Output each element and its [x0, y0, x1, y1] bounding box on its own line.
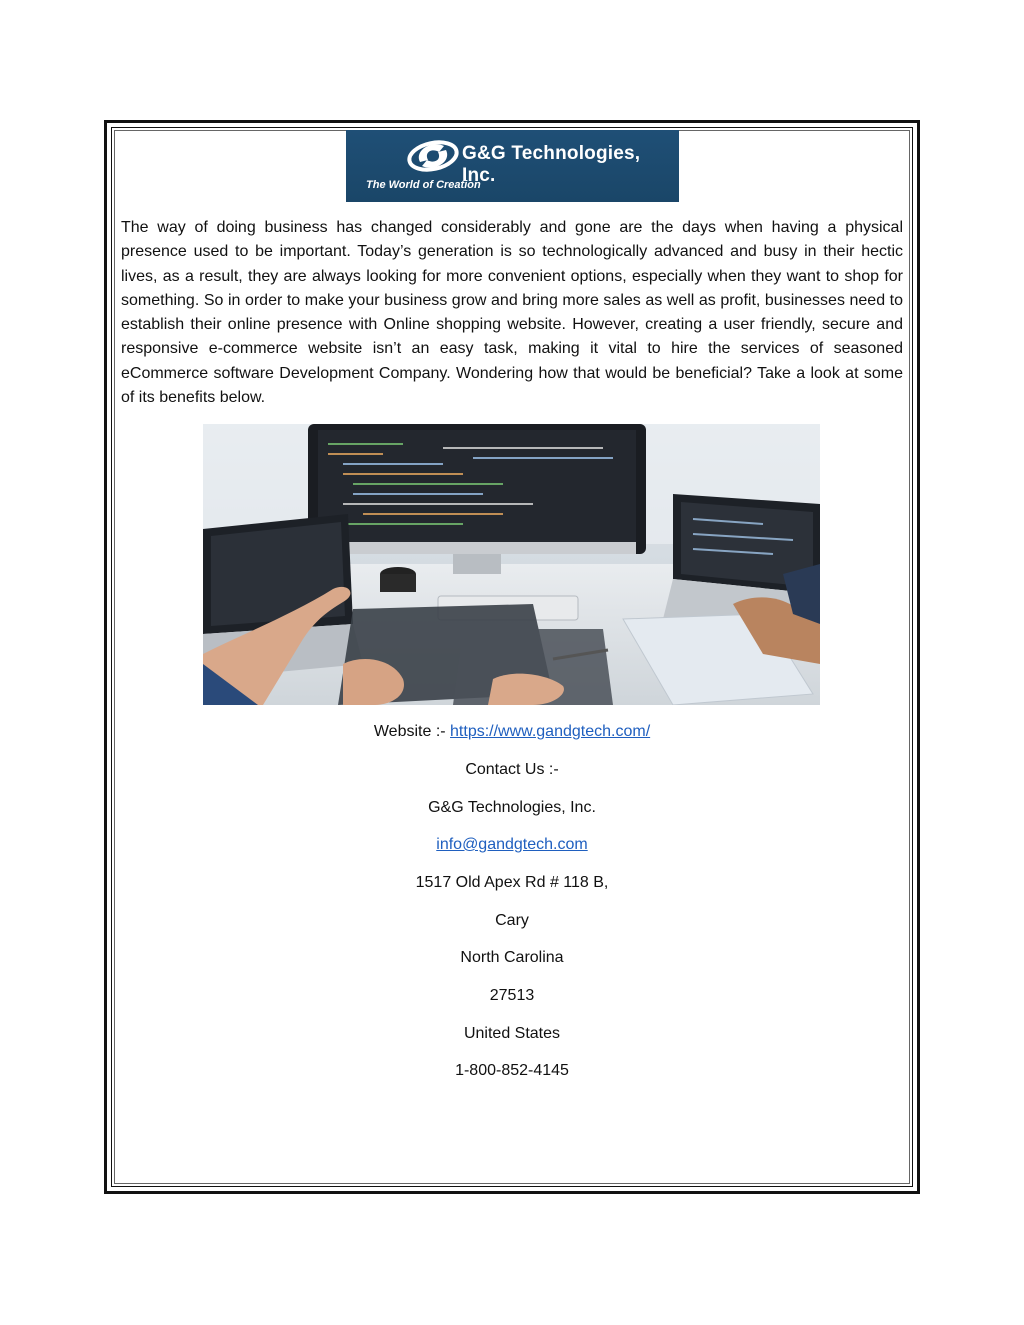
address-country: United States: [463, 1025, 561, 1042]
address-city: Cary: [495, 912, 529, 929]
website-link[interactable]: https://www.gandgtech.com/: [450, 723, 651, 740]
phone-number: 1-800-852-4145: [455, 1062, 569, 1079]
contact-us-heading: Contact Us :-: [465, 761, 559, 778]
email-line: [110, 836, 914, 854]
address-state: North Carolina: [460, 949, 564, 966]
website-line: [110, 723, 914, 741]
address-street: 1517 Old Apex Rd # 118 B,: [415, 874, 609, 891]
company-logo: [346, 130, 679, 202]
gg-swirl-icon: [406, 136, 460, 176]
company-name: G&G Technologies, Inc.: [428, 799, 596, 816]
logo-company-name: G&G Technologies, Inc.: [462, 143, 641, 186]
logo-tagline: The World of Creation: [366, 179, 481, 191]
website-label: Website :-: [373, 723, 451, 740]
developers-at-computers-photo-icon: [203, 424, 820, 705]
developers-photo: [203, 424, 820, 705]
address-zip: 27513: [489, 987, 535, 1004]
email-link[interactable]: info@gandgtech.com: [436, 836, 588, 853]
intro-paragraph: The way of doing business has changed considerably and gone are the days when having a physical presence used to be important. Today’s generation is so technologically advanced and busy in their hectic lives, as a result, they are always looking for more convenient options, especially when they want to shop for something. So in order to make your business grow and bring more sales as well as profit, businesses need to establish their online presence with Online shopping website. However, creating a user friendly, secure and responsive e-commerce website isn’t an easy task, making it vital to hire the services of seasoned eCommerce software Development Company. Wondering how that would be beneficial? Take a look at some of its benefits below.: [121, 219, 903, 407]
